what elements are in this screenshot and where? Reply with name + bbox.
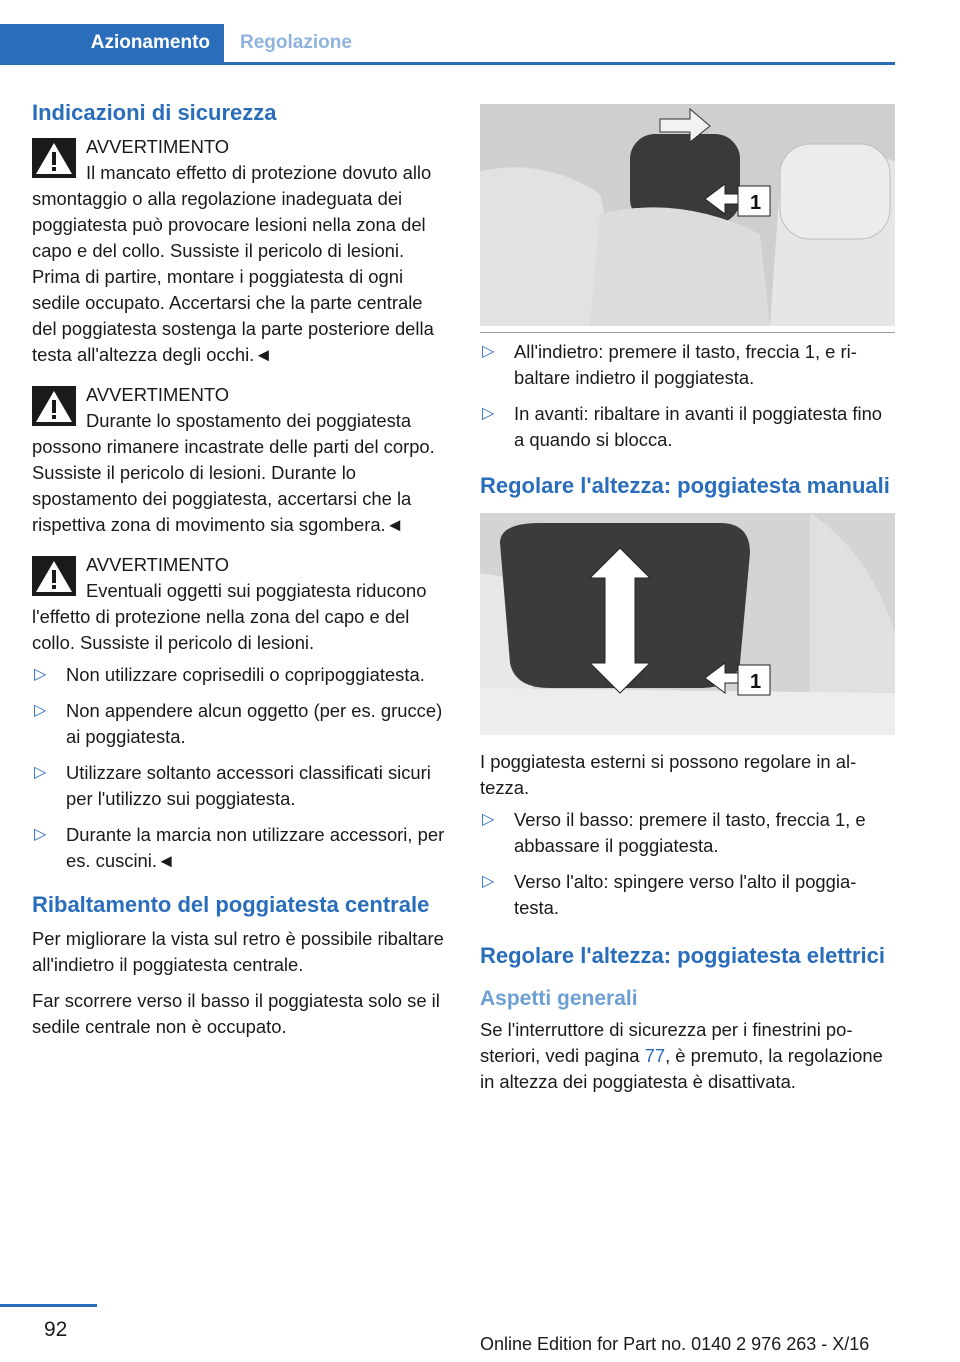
triangle-bullet-icon: ▷ <box>34 702 47 719</box>
triangle-bullet-icon: ▷ <box>482 873 495 890</box>
headrest-fold-illustration <box>480 104 895 326</box>
warning-triangle-icon <box>32 386 76 426</box>
triangle-bullet-icon: ▷ <box>34 764 47 781</box>
heading-center-headrest: Ribaltamento del poggiatesta centrale <box>32 892 430 917</box>
warning-triangle-icon <box>32 138 76 178</box>
list-item: ▷ Verso l'alto: spingere verso l'alto il poggiatesta. <box>482 871 857 918</box>
triangle-bullet-icon: ▷ <box>482 405 495 422</box>
page-number: 92 <box>44 1318 68 1341</box>
left-column <box>32 100 447 1040</box>
svg-text:1: 1 <box>750 671 762 693</box>
safety-bullet-list <box>32 662 447 874</box>
heading-electric-height: Regolare l'altezza: poggiatesta elettrici <box>480 943 886 968</box>
edition-note: Online Edition for Part no. 0140 2 976 263 - X/16 <box>480 1334 870 1354</box>
heading-safety: Indicazioni di sicurezza <box>32 100 277 125</box>
paragraph: Far scorrere verso il basso il poggiatesta solo se il sedile centrale non è occupato. <box>32 990 440 1037</box>
figure-headrest-height <box>480 513 895 735</box>
svg-text:1: 1 <box>750 192 762 214</box>
footer-rule <box>0 1304 97 1307</box>
warning-text: Eventuali oggetti sui poggiatesta riducono l'effetto di protezione nella zona del capo e del collo. Sussiste il pericolo di lesioni. <box>32 580 427 653</box>
paragraph: I poggiatesta esterni si possono regolare in altezza. <box>480 751 857 798</box>
list-item: ▷ All'indietro: premere il tasto, freccia 1, e ribaltare indietro il poggiatesta. <box>482 341 857 388</box>
list-item: ▷ Utilizzare soltanto accessori classificati sicuri per l'utilizzo sui poggiatesta. <box>34 762 431 809</box>
triangle-bullet-icon: ▷ <box>34 666 47 683</box>
triangle-bullet-icon: ▷ <box>482 343 495 360</box>
triangle-bullet-icon: ▷ <box>482 811 495 828</box>
list-item: ▷ Verso il basso: premere il tasto, freccia 1, e abbassare il poggiatesta. <box>482 809 866 856</box>
fold-bullet-list <box>480 339 895 453</box>
warning-block <box>32 382 447 538</box>
subheading-general: Aspetti generali <box>480 987 638 1010</box>
page-link[interactable]: 77 <box>644 1045 666 1066</box>
tab-azionamento[interactable]: Azionamento <box>0 24 224 62</box>
warning-title: AVVERTIMENTO <box>86 554 230 575</box>
warning-text: Il mancato effetto di protezione dovuto allo smontaggio o alla regolazione inadeguata dei poggiatesta può provocare lesioni nella zona del capo e del collo. Sussiste il pericolo di lesioni. Prima di partire, montare i poggiatesta di ogni sedile occupato. Accertarsi che la parte centrale del poggiatesta sostenga la parte posteriore della testa all'altezza degli occhi.◄ <box>32 162 434 365</box>
warning-triangle-icon <box>32 556 76 596</box>
list-item: ▷ Durante la marcia non utilizzare accessori, per es. cuscini.◄ <box>34 824 445 871</box>
height-bullet-list <box>480 807 895 921</box>
list-item: ▷ In avanti: ribaltare in avanti il poggiatesta fino a quando si blocca. <box>482 403 883 450</box>
list-item: ▷ Non utilizzare coprisedili o copripoggiatesta. <box>32 662 447 688</box>
list-item: ▷ Non appendere alcun oggetto (per es. grucce) ai poggiatesta. <box>34 700 443 747</box>
figure-headrest-fold <box>480 104 895 326</box>
warning-title: AVVERTIMENTO <box>86 384 230 405</box>
warning-text: Durante lo spostamento dei poggiatesta possono rimanere incastrate delle parti del corpo. Sussiste il pericolo di lesioni. Durante lo spostamento dei poggiatesta, accertarsi che la rispettiva zona di movimento sia sgombera.◄ <box>32 410 435 535</box>
triangle-bullet-icon: ▷ <box>34 826 47 843</box>
warning-title: AVVERTIMENTO <box>86 136 230 157</box>
heading-manual-height: Regolare l'altezza: poggiatesta manuali <box>480 473 890 498</box>
tab-regolazione[interactable]: Regolazione <box>240 32 352 53</box>
paragraph: Se l'interruttore di sicurezza per i finestrini posteriori, vedi pagina 77, è premuto, la regolazione in altezza dei poggiatesta è disattivata. <box>480 1019 883 1092</box>
headrest-height-illustration <box>480 513 895 735</box>
right-column <box>480 104 895 1095</box>
chapter-tabs <box>0 24 895 65</box>
warning-block <box>32 552 447 656</box>
warning-block <box>32 134 447 368</box>
paragraph: Per migliorare la vista sul retro è possibile ribaltare all'indietro il poggiatesta centrale. <box>32 928 444 975</box>
separator <box>480 332 895 333</box>
